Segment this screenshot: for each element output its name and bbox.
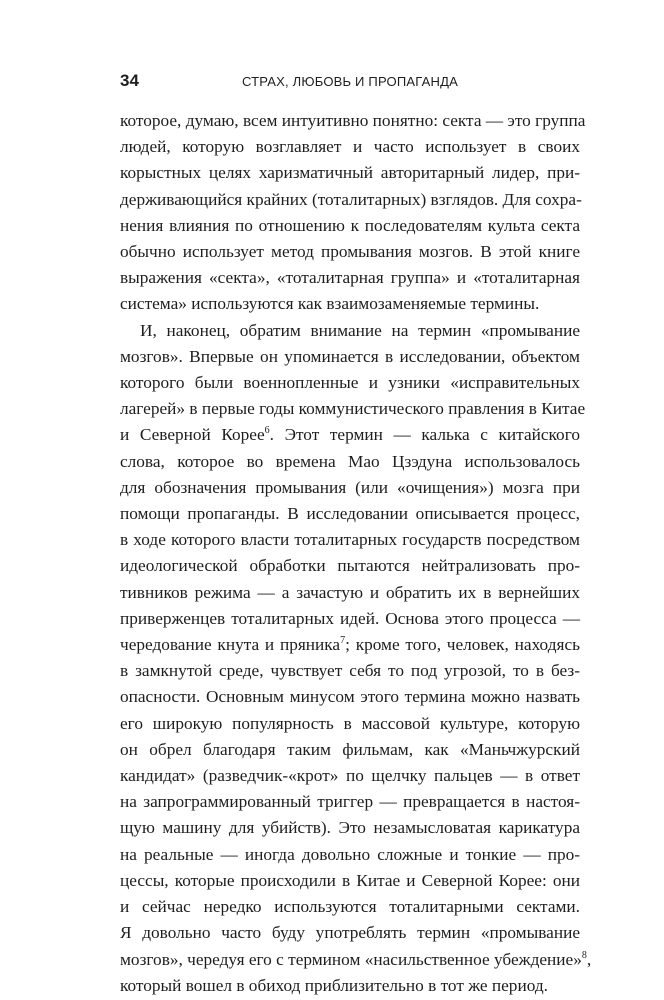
paragraph-1 bbox=[120, 108, 586, 318]
text-line: который вошел в обиход приблизительно в тот же период. bbox=[120, 975, 548, 995]
paragraph-2 bbox=[120, 318, 592, 999]
text-line: и сейчас нередко используются тоталитарными сектами. bbox=[120, 897, 580, 917]
text-line: цессы, которые происходили в Китае и Северной Корее: они bbox=[120, 870, 580, 890]
text-line: корыстных целях харизматичный авторитарный лидер, при- bbox=[120, 163, 580, 183]
text-line: кандидат» (разведчик-«крот» по щелчку пальцев — в ответ bbox=[120, 766, 580, 786]
text-line-with-footnote bbox=[120, 632, 580, 658]
text-line: слова, которое во времена Мао Цзэдуна использовалось bbox=[120, 451, 580, 471]
text-line: мозгов». Впервые он упоминается в исследовании, объектом bbox=[120, 346, 580, 366]
text-line: на запрограммированный триггер — превращается в настоя- bbox=[120, 792, 580, 812]
text-line-with-footnote bbox=[120, 947, 592, 973]
body-text bbox=[120, 108, 592, 999]
text-fragment: чередование кнута и пряника bbox=[120, 635, 341, 655]
text-fragment: ; кроме того, человек, находясь bbox=[345, 635, 580, 655]
text-line: щую машину для убийств). Это незамысловатая карикатура bbox=[120, 818, 580, 838]
text-line: обычно использует метод промывания мозгов. В этой книге bbox=[120, 242, 580, 262]
text-line: в замкнутой среде, чувствует себя то под угрозой, то в без- bbox=[120, 661, 580, 681]
footnote-marker[interactable]: 6 bbox=[264, 425, 270, 437]
text-fragment: . Этот термин — калька с китайского bbox=[269, 425, 580, 445]
text-line: тивников режима — а зачастую и обратить их в вернейших bbox=[120, 582, 580, 602]
footnote-marker[interactable]: 7 bbox=[340, 635, 346, 647]
text-fragment: , bbox=[586, 949, 592, 969]
text-line: для обозначения промывания (или «очищения») мозга при bbox=[120, 477, 580, 497]
text-line: он обрел благодаря таким фильмам, как «Маньчжурский bbox=[120, 739, 580, 759]
text-line: идеологической обработки пытаются нейтрализовать про- bbox=[120, 556, 580, 576]
text-fragment: мозгов», чередуя его с термином «насильственное убеждение» bbox=[120, 949, 582, 969]
text-line: помощи пропаганды. В исследовании описывается процесс, bbox=[120, 504, 580, 524]
running-title: СТРАХ, ЛЮБОВЬ И ПРОПАГАНДА bbox=[242, 74, 458, 89]
text-line: лагерей» в первые годы коммунистического правления в Китае bbox=[120, 399, 586, 419]
text-line: его широкую популярность в массовой культуре, которую bbox=[120, 713, 580, 733]
text-line: людей, которую возглавляет и часто использует в своих bbox=[120, 137, 580, 157]
text-line: система» используются как взаимозаменяемые термины. bbox=[120, 294, 540, 314]
text-line: опасности. Основным минусом этого термина можно назвать bbox=[120, 687, 580, 707]
text-line: выражения «секта», «тоталитарная группа» и «тоталитарная bbox=[120, 268, 580, 288]
text-line: на реальные — иногда довольно сложные и тонкие — про- bbox=[120, 844, 580, 864]
text-line: которое, думаю, всем интуитивно понятно: секта — это группа bbox=[120, 111, 586, 130]
page-header bbox=[120, 70, 592, 96]
text-line: Я довольно часто буду употреблять термин «промывание bbox=[120, 923, 580, 943]
text-line: держивающийся крайних (тоталитарных) взглядов. Для сохра- bbox=[120, 189, 582, 209]
text-line: приверженцев тоталитарных идей. Основа этого процесса — bbox=[120, 608, 580, 628]
text-line: в ходе которого власти тоталитарных государств посредством bbox=[120, 530, 580, 550]
text-fragment: и Северной Корее bbox=[120, 425, 265, 445]
text-line: которого были военнопленные и узники «исправительных bbox=[120, 373, 580, 393]
page-number: 34 bbox=[120, 71, 139, 90]
text-line: И, наконец, обратим внимание на термин «промывание bbox=[140, 320, 580, 340]
text-line: нения влияния по отношению к последователям культа секта bbox=[120, 215, 580, 235]
footnote-marker[interactable]: 8 bbox=[581, 949, 587, 961]
text-line-with-footnote bbox=[120, 422, 580, 448]
